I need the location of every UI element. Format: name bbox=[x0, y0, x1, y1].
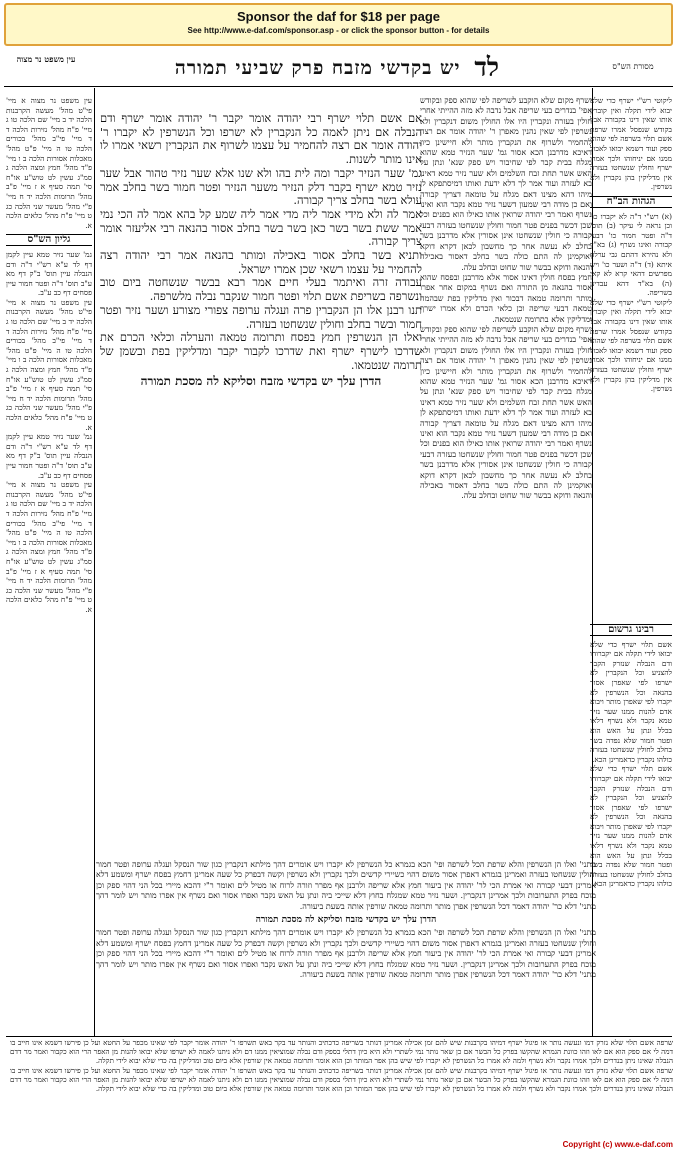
footer-text: שרפה אשם תלוי שלא נזרק דמו ונעשה נותר או פיגול ישרף דמיהו בקרבנות שיש להם זמן אכילה אמרינן דנותר בשריפה כדכתיב והנותר עד בקר באש תשרפו ר' יהודה אומר יקבר לפי שאינו מכפר על החטא ועל כן פירשו דשמא אינו חייב בו דמה לי אם ספק הוא אם לאו וזהו כוונת הגמרא שהקשו בפרק כל הבשר אם כן שאר נותר נמי לשתרי ולא היא כיון דתלי בספק ודם נבלה שמוציאין ממנו דם ולא ניתנו לאמה לא ישרפו שלא יבואו להנות מן האפר הרי הוא כקבור ואמר מר דדם הנבלה שאינו ניתן בנדרים ולכך אמרו נקבר ולא נשרף ולמה לא אמרו כל הנשרפין לא יקברו לפי שיש בהן אפר המותר וכן הוא אומר ותרומה טמאה אין שורפין אלא ביום טוב ומדליקין בה כדי שלא יבוא לידי תקלה. bbox=[10, 1038, 673, 1066]
gilyon-text: גמ' שער נזיר טמא עיין לקמן דף לד ע"א רש"י ד"ה ודם הנבלה עיין תוס' ב"ק דף מא ע"ב תוס' ד"ה ופטר חמור עיין פסחים דף כב ע"ב. bbox=[6, 249, 92, 298]
gilyon-title: גליון הש"ס bbox=[6, 234, 92, 246]
daf-number: לד bbox=[474, 53, 500, 83]
mesoret-label: מסורת הש"ס bbox=[612, 62, 654, 71]
tosafot-lower-text-cont: מתני' ואלו הן הנשרפין והלא שרפת הכל לשרפה ופי' הכא בגמרא כל הנשרפין לא יקברו ויש אומרים דהך מילתא דנקברין כגון שור הנסקל ועגלה ערופה ופטר חמור וחולין שנשחטו בעזרה ואמרינן בגמרא דאפרן אסור משום דהוי כשיירי קדשים ולכך נקברין ולא נשרפין וקשה דבפרק כל שעה אמרינן דחמץ בפסח ישרף ומשמע דלא אמרינן דבעי קבורה ואי אמרת הכי לר' יהודה אין ביעור חמץ אלא שריפה ולרבנן אף מפרר וזורה לרוח או מטיל לים ואומר ר"י דהכא מיירי בכל הני דהוי ספק וכן מוכח בפרק התערובות ולכך אמרינן דנקברין. ושער נזיר טמא שמגלח בחוץ דלא שייכי ביה ונתן על האש נקבר ואפרו אסור ואם נשרף אין אפרו מותר ויש לומר דהך מתני' דלא כר' יהודה דאמר דכל הנשרפין אפרן מותר ותרומה טמאה שורפין אותה בשעת ביעורה. bbox=[96, 928, 596, 980]
hagahot-text: (א) רש"י ד"ה לא יקברו כו' וכן נראה לי עיקר (ב) תוס' ד"ה ופטר חמור כו' דבעי קבורה ואינו נשרף (ג) בא"ד ולא נהירא דהתם גבי ערלה איתא (ד) ד"ה ושער כו' ויש מפרשים דהאי קרא לא קאי (ה) בא"ד דהא עבדינן בשריפה. bbox=[590, 211, 672, 298]
footer-rule bbox=[6, 1036, 672, 1037]
ein-mishpat-text: עין משפט נר מצוה א מיי' פי"ט מהל' מעשה הקרבנות הלכה יד ב מיי' שם הלכה טו ג מיי' פ"ח מהל' נזירות הלכה ד ד מיי' פי"ב מהל' בכורים הלכה טו ה מיי' פ"ט מהל' מאכלות אסורות הלכה ב ו מיי' פ"ד מהל' חמץ ומצה הלכה ג סמ"ג עשין לט טוש"ע או"ח סי' תמה סעיף א ז מיי' פ"ב מהל' תרומות הלכה יד ח מיי' פ"י מהל' מעשר שני הלכה כג ט מיי' פ"ח מהל' כלאים הלכה א. bbox=[6, 96, 92, 230]
hagahot-title: הגהות הב"ח bbox=[590, 196, 672, 208]
page-header bbox=[90, 51, 584, 85]
main-paragraph-6: תנו רבנן אלו הן הנקברין פרה ועגלה ערופה צפורי מצורע ושער נזיר ופטר חמור ובשר בחלב וחולין שנשחטו בעזרה. bbox=[100, 302, 422, 331]
main-paragraph-3: אמר לה ולא מידי אמר ליה מדי אמר ליה שמע קל בהא אמר לה הכי נמי אמר ששת בשר בשר כאן בשר בשר בחלב אסור בהנאה רבי אליעזר אומר צריך קבורה. bbox=[100, 206, 422, 249]
main-paragraph-4: ותניא בשר בחלב אסור באכילה ומותר בהנאה אמר רבי יהודה רצה להחמיר על עצמו רשאי שכן אמרו ישראל. bbox=[100, 248, 422, 276]
sponsor-banner[interactable] bbox=[4, 3, 673, 46]
copyright-notice[interactable]: Copyright (c) www.e-daf.com bbox=[562, 1140, 673, 1149]
rashi-text-cont: ישרף מקום שלא הוקבע לשריפה לפי שהוא ספק ובקודש אפי' בנדרים בעי שריפה אבל נדבה לא מזה ההייתי אחרי חולין בעזרה ונקברין היו אלו החולין משום דנקברין ולא נשרפין לפי שאין נהנין מאפרן ר' יהודה אומר אם רצה להחמיר ולשרוף את הנקברין מותר ולא חיישינן כיון דאיכא מדרבנן הכא אסור גמ' שער הנזיר טמא שהוא מגלח בבית קבר לפי שחיבור ויש ספק שנא' ונתן על האש אשר תחת זבח השלמים ולא שער נזיר טמא דאינו בא לעזרה ועוד אמר לך דלא ידעת ואותו דמיסתפקא לן מיהו דהא מצינו דאם מגלח על טומאה דצריך קבורה ואם כן מודה רבי שמעון דשער נזיר טמא נקבר הוא ואינו נשרף ואמר רבי יהודה שרואין אותו כאילו הוא בפנים וכל שכן דכשר בפנים פטר חמור וחולין שנשחטו בעזרה דבעי קבורה כי חולין שנשחטו אינן אסורין אלא מדרבנן בשר בחלב לא נעשה אחר כך מחשבון לכאן דקרא דוקא ואוקמינן לה התם כולה בשר בחלב דאסור באכילה והנאה ודוקא בבשר שור שחוט ובחלב עלה. bbox=[420, 324, 592, 501]
footer-text-cont: שרפה אשם תלוי שלא נזרק דמו ונעשה נותר או פיגול ישרף דמיהו בקרבנות שיש להם זמן אכילה אמרינן דנותר בשריפה כדכתיב והנותר עד בקר באש תשרפו ר' יהודה אומר יקבר לפי שאינו מכפר על החטא ועל כן פירשו דשמא אינו חייב בו דמה לי אם ספק הוא אם לאו וזהו כוונת הגמרא שהקשו בפרק כל הבשר אם כן שאר נותר נמי לשתרי ולא היא כיון דתלי בספק ודם נבלה שמוציאין ממנו דם ולא ניתנו לאמה לא ישרפו שלא יבואו להנות מן האפר הרי הוא כקבור ואמר מר דדם הנבלה שאינו ניתן בנדרים ולכך אמרו נקבר ולא נשרף ולמה לא אמרו כל הנשרפין לא יקברו לפי שיש בהן אפר המותר וכן הוא אומר ותרומה טמאה אין שורפין אלא ביום טוב ומדליקין בה כדי שלא יבוא לידי תקלה. bbox=[10, 1065, 673, 1094]
footer-commentary bbox=[10, 1038, 673, 1138]
rashi-column bbox=[420, 96, 592, 886]
hadran-line: הדרן עלך יש בקדשי מזבח וסליקא לה מסכת תמורה bbox=[140, 374, 382, 389]
rashi-text: ישרף מקום שלא הוקבע לשריפה לפי שהוא ספק ובקודש אפי' בנדרים בעי שריפה אבל נדבה לא מזה ההייתי אחרי חולין בעזרה ונקברין היו אלו החולין משום דנקברין ולא נשרפין לפי שאין נהנין מאפרן ר' יהודה אומר אם רצה להחמיר ולשרוף את הנקברין מותר ולא חיישינן כיון דאיכא מדרבנן הכא אסור גמ' שער הנזיר טמא שהוא מגלח בבית קבר לפי שחיבור ויש ספק שנא' ונתן על האש אשר תחת זבח השלמים ולא שער נזיר טמא דאינו בא לעזרה ועוד אמר לך דלא ידעת ואותו דמיסתפקא לן מיהו דהא מצינו דאם מגלח על טומאה דצריך קבורה ואם כן מודה רבי שמעון דשער נזיר טמא נקבר הוא ואינו נשרף ואמר רבי יהודה שרואין אותו כאילו הוא בפנים וכל שכן דכשר בפנים פטר חמור וחולין שנשחטו בעזרה דבעי קבורה כי חולין שנשחטו אינן אסורין אלא מדרבנן בשר בחלב לא נעשה אחר כך מחשבון לכאן דקרא דוקא ואוקמינן לה התם כולה בשר בחלב דאסור באכילה והנאה ודוקא בבשר שור שחוט ובחלב עלה. bbox=[420, 96, 592, 272]
left-col-rule bbox=[94, 88, 95, 1036]
chapter-title: יש בקדשי מזבח פרק שביעי תמורה bbox=[174, 56, 461, 79]
side-right-text: ליקוטי רש"י ישרף כדי שלא יבוא לידי תקלה ואין קוברין אותו שאין דינו בקבורה אבל בקודש שנפסל אמרו שרפת אשם תלוי בשרפה לפי שהוא ספק ועוד דשמא יבואו לאכול ממנו אם יניחוהו ולכך אמרו ישרף וחולין שנשחטו בעזרה אין מדליקין בהן נקברין ולא נשרפין. bbox=[590, 96, 672, 192]
hadran-line-lower: הדרן עלך יש בקדשי מזבח וסליקא לה מסכת תמורה bbox=[255, 915, 437, 926]
gershom-column bbox=[590, 620, 672, 1036]
main-paragraph-2: גמ' שער הנזיר יקבר ומה לית בהו ולא שנו אלא שער נזיר טהור אבל שער נזיר טמא ישרף בקבר דלק הנזיר משער הנזיר ופטר חמור בשר בחלב אמר עולא בשר בחלב צריך קבורה. bbox=[100, 165, 422, 208]
sponsor-title[interactable]: Sponsor the daf for $18 per page bbox=[237, 9, 440, 24]
main-paragraph-1: אם אשם תלוי ישרף רבי יהודה אומר יקבר ר' יהודה אומר ישרף ודם הנבלה אם ניתן לאמה כל הנקברין לא ישרפו וכל הנשרפין לא יקברו ר' יהודה אומר אם רצה להחמיר על עצמו לשרוף את הנקברין רשאי אמרו לו אינו מותר לשנות. bbox=[100, 112, 422, 167]
header-rule bbox=[4, 86, 673, 87]
ein-mishpat-column bbox=[6, 96, 92, 1136]
sponsor-subtitle[interactable]: See http://www.e-daf.com/sponsor.asp - or click the sponsor button - for details bbox=[187, 26, 490, 35]
rashi-text-2: חמץ בפסח חולין דאינו אסור אלא מדרבנן ובפסח שהוא אסור בהנאה מן התורה ואם נשרף במקום אחר אפרו מותר ותרומה טמאה דבכור ואין מדליקין בפת שבהמה טמאה דבעי שריפה וכן כלאי הכרם ולא אמרו ישרף ומדליקין אלא בתרומה שנטמאה. bbox=[420, 272, 592, 324]
talmud-page bbox=[4, 48, 673, 1148]
main-paragraph-5: עבודה זרה ואיתמר בעלי חיים אמר רבא בבשר שנשחטה ביום טוב ונשרפה בשריפת אשם תלוי ופטר חמור שנקבר נבלה מלשרפה. bbox=[100, 275, 422, 304]
ein-mishpat-text-more: עין משפט נר מצוה א מיי' פי"ט מהל' מעשה הקרבנות הלכה יד ב מיי' שם הלכה טו ג מיי' פ"ח מהל' נזירות הלכה ד ד מיי' פי"ב מהל' בכורים הלכה טו ה מיי' פ"ט מהל' מאכלות אסורות הלכה ב ו מיי' פ"ד מהל' חמץ ומצה הלכה ג סמ"ג עשין לט טוש"ע או"ח סי' תמה סעיף א ז מיי' פ"ב מהל' תרומות הלכה יד ח מיי' פ"י מהל' מעשר שני הלכה כג ט מיי' פ"ח מהל' כלאים הלכה א. bbox=[6, 480, 92, 614]
tosafot-lower bbox=[96, 860, 596, 1035]
tosafot-lower-text: מתני' ואלו הן הנשרפין והלא שרפת הכל לשרפה ופי' הכא בגמרא כל הנשרפין לא יקברו ויש אומרים דהך מילתא דנקברין כגון שור הנסקל ועגלה ערופה ופטר חמור וחולין שנשחטו בעזרה ואמרינן בגמרא דאפרן אסור משום דהוי כשיירי קדשים ולכך נקברין ולא נשרפין וקשה דבפרק כל שעה אמרינן דחמץ בפסח ישרף ומשמע דלא אמרינן דבעי קבורה ואי אמרת הכי לר' יהודה אין ביעור חמץ אלא שריפה ולרבנן אף מפרר וזורה לרוח או מטיל לים ואומר ר"י דהכא מיירי בכל הני דהוי ספק וכן מוכח בפרק התערובות ולכך אמרינן דנקברין. ושער נזיר טמא שמגלח בחוץ דלא שייכי ביה ונתן על האש נקבר ואפרו אסור ואם נשרף אין אפרו מותר ויש לומר דהך מתני' דלא כר' יהודה דאמר דכל הנשרפין אפרן מותר ותרומה טמאה שורפין אותה בשעת ביעורה. bbox=[96, 860, 596, 911]
gilyon-text-cont: גמ' שער נזיר טמא עיין לקמן דף לד ע"א רש"י ד"ה ודם הנבלה עיין תוס' ב"ק דף מא ע"ב תוס' ד"ה ופטר חמור עיין פסחים דף כב ע"ב. bbox=[6, 432, 92, 480]
right-margin-column bbox=[590, 96, 672, 616]
gershom-title: רבינו גרשום bbox=[590, 624, 672, 636]
gershom-text-cont: אשם תלוי ישרף כדי שלא יבואו לידי תקלה אם יקברוהו ודם הנבלה שנזרק הקבר להצניע וכל הנקברין לא ישרפו לפי שאפרן אסור בהנאה וכל הנשרפין לא יקברו לפי שאפרן מותר ויבוא אדם להנות ממנו שער נזיר טמא נקבר ולא נשרף דלאו בכלל ונתן על האש הוא ופטר חמור שלא נפדה בשר בחלב לחולין שנשחטו בעזרה כולהו נקברין כדאמרינן הכא. bbox=[590, 764, 672, 889]
ein-mishpat-text-cont: עין משפט נר מצוה א מיי' פי"ט מהל' מעשה הקרבנות הלכה יד ב מיי' שם הלכה טו ג מיי' פ"ח מהל' נזירות הלכה ד ד מיי' פי"ב מהל' בכורים הלכה טו ה מיי' פ"ט מהל' מאכלות אסורות הלכה ב ו מיי' פ"ד מהל' חמץ ומצה הלכה ג סמ"ג עשין לט טוש"ע או"ח סי' תמה סעיף א ז מיי' פ"ב מהל' תרומות הלכה יד ח מיי' פ"י מהל' מעשר שני הלכה כג ט מיי' פ"ח מהל' כלאים הלכה א. bbox=[6, 297, 92, 432]
ein-mishpat-label: עין משפט נר מצוה bbox=[16, 54, 76, 64]
side-right-text-cont: ליקוטי רש"י ישרף כדי שלא יבוא לידי תקלה ואין קוברין אותו שאין דינו בקבורה אבל בקודש שנפסל אמרו שרפת אשם תלוי בשרפה לפי שהוא ספק ועוד דשמא יבואו לאכול ממנו אם יניחוהו ולכך אמרו ישרף וחולין שנשחטו בעזרה אין מדליקין בהן נקברין ולא נשרפין. bbox=[590, 297, 672, 394]
gemara-main-text bbox=[100, 112, 422, 856]
main-paragraph-7: ואלו הן הנשרפין חמץ בפסח ותרומה טמאה והערלה וכלאי הכרם את שדרכו לישרף ישרף ואת שדרכו לקבור יקבר ומדליקין בפת ובשמן של תרומה שנטמאו. bbox=[100, 330, 422, 372]
gershom-text: אשם תלוי ישרף כדי שלא יבואו לידי תקלה אם יקברוהו ודם הנבלה שנזרק הקבר להצניע וכל הנקברין לא ישרפו לפי שאפרן אסור בהנאה וכל הנשרפין לא יקברו לפי שאפרן מותר ויבוא אדם להנות ממנו שער נזיר טמא נקבר ולא נשרף דלאו בכלל ונתן על האש הוא ופטר חמור שלא נפדה בשר בחלב לחולין שנשחטו בעזרה כולהו נקברין כדאמרינן הכא. bbox=[590, 639, 672, 764]
